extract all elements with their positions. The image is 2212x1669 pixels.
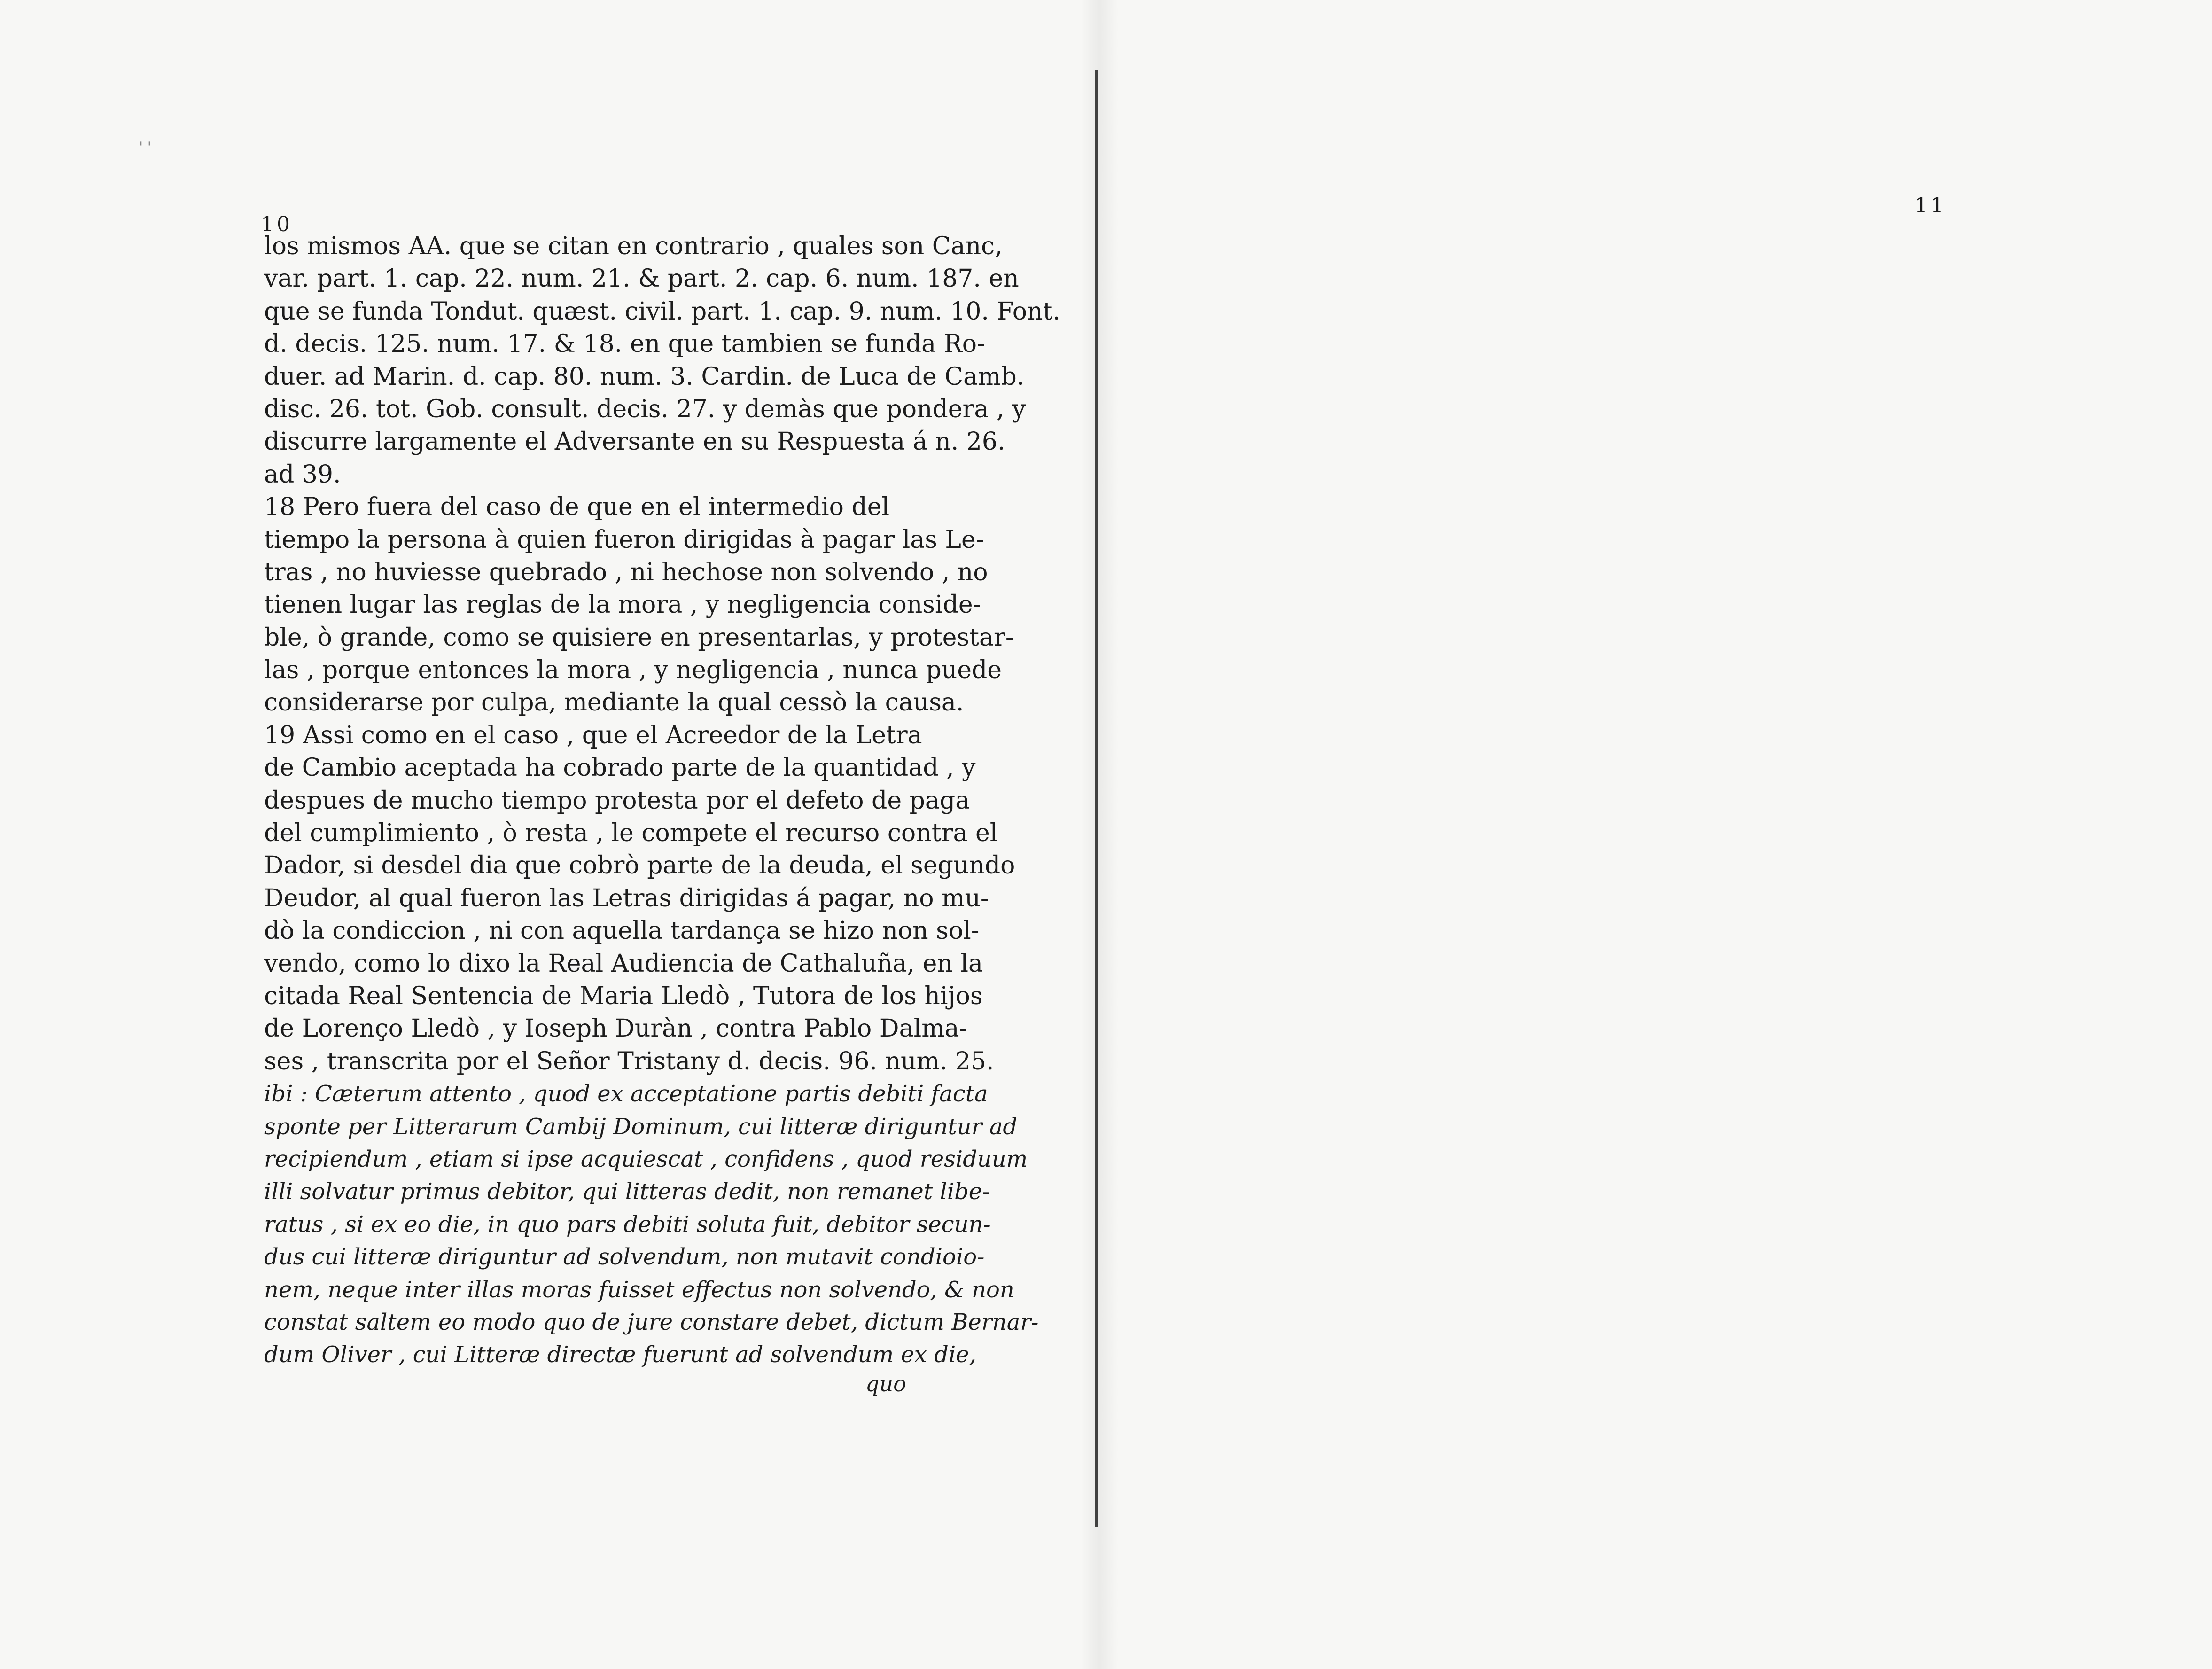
text-line: illi solvatur primus debitor, qui litteras dedit, non remanet libe-	[264, 1178, 990, 1205]
text-line: dum Oliver , cui Litteræ directæ fuerunt ad solvendum ex die,	[264, 1341, 976, 1368]
text-line: duer. ad Marin. d. cap. 80. num. 3. Cardin. de Luca de Camb.	[264, 362, 1025, 391]
text-line: tras , no huviesse quebrado , ni hechose non solvendo , no	[264, 558, 988, 586]
text-line: dus cui litteræ diriguntur ad solvendum, non mutavit condioio-	[264, 1244, 985, 1271]
text-line: disc. 26. tot. Gob. consult. decis. 27. y demàs que pondera , y	[264, 395, 1026, 423]
text-line: recipiendum , etiam si ipse acquiescat , confidens , quod residuum	[264, 1146, 1028, 1172]
text-line: dò la condiccion , ni con aquella tardança se hizo non sol-	[264, 917, 980, 945]
text-line: discurre largamente el Adversante en su Respuesta á n. 26.	[264, 428, 1005, 456]
left-catchword: quo	[865, 1371, 906, 1396]
text-line: 18 Pero fuera del caso de que en el intermedio del	[264, 493, 890, 522]
text-line: considerarse por culpa, mediante la qual cessò la causa.	[264, 688, 964, 717]
text-line: ad 39.	[264, 460, 341, 489]
left-folio: 10	[261, 212, 293, 236]
text-line: constat saltem eo modo quo de jure constare debet, dictum Bernar-	[264, 1309, 1039, 1335]
text-line: Deudor, al qual fueron las Letras dirigidas á pagar, no mu-	[264, 884, 989, 912]
text-line: citada Real Sentencia de Maria Lledò , Tutora de los hijos	[264, 982, 983, 1010]
text-line: nem, neque inter illas moras fuisset effectus non solvendo, & non	[264, 1276, 1014, 1303]
text-line: ble, ò grande, como se quisiere en presentarlas, y protestar-	[264, 623, 1014, 652]
left-page	[0, 0, 1095, 1669]
text-line: que se funda Tondut. quæst. civil. part. 1. cap. 9. num. 10. Font.	[264, 297, 1060, 326]
text-line: Dador, si desdel dia que cobrò parte de la deuda, el segundo	[264, 851, 1015, 880]
text-line: de Lorenço Lledò , y Ioseph Duràn , contra Pablo Dalma-	[264, 1014, 968, 1043]
text-line: ses , transcrita por el Señor Tristany d. decis. 96. num. 25.	[264, 1047, 994, 1076]
text-line: ratus , si ex eo die, in quo pars debiti soluta fuit, debitor secun-	[264, 1211, 991, 1238]
right-folio: 11	[1915, 194, 1947, 218]
text-line: tiempo la persona à quien fueron dirigidas à pagar las Le-	[264, 525, 984, 554]
text-line: de Cambio aceptada ha cobrado parte de la quantidad , y	[264, 754, 976, 782]
text-line: despues de mucho tiempo protesta por el defeto de paga	[264, 786, 970, 815]
text-line: del cumplimiento , ò resta , le compete el recurso contra el	[264, 819, 998, 848]
left-body-text	[264, 230, 1060, 1372]
text-line: sponte per Litterarum Cambij Dominum, cui litteræ diriguntur ad	[264, 1113, 1018, 1140]
margin-mark: ' '	[139, 139, 152, 156]
right-page	[1098, 0, 2212, 1669]
text-line: vendo, como lo dixo la Real Audiencia de Cathaluña, en la	[264, 949, 983, 978]
text-line: var. part. 1. cap. 22. num. 21. & part. 2. cap. 6. num. 187. en	[264, 265, 1019, 293]
text-line: 19 Assi como en el caso , que el Acreedor de la Letra	[264, 721, 922, 749]
text-line: ibi : Cæterum attento , quod ex acceptatione partis debiti facta	[264, 1081, 988, 1107]
text-line: d. decis. 125. num. 17. & 18. en que tambien se funda Ro-	[264, 330, 985, 359]
text-line: los mismos AA. que se citan en contrario , quales son Canc,	[264, 232, 1003, 260]
text-line: las , porque entonces la mora , y negligencia , nunca puede	[264, 656, 1002, 685]
text-line: tienen lugar las reglas de la mora , y negligencia conside-	[264, 591, 981, 619]
